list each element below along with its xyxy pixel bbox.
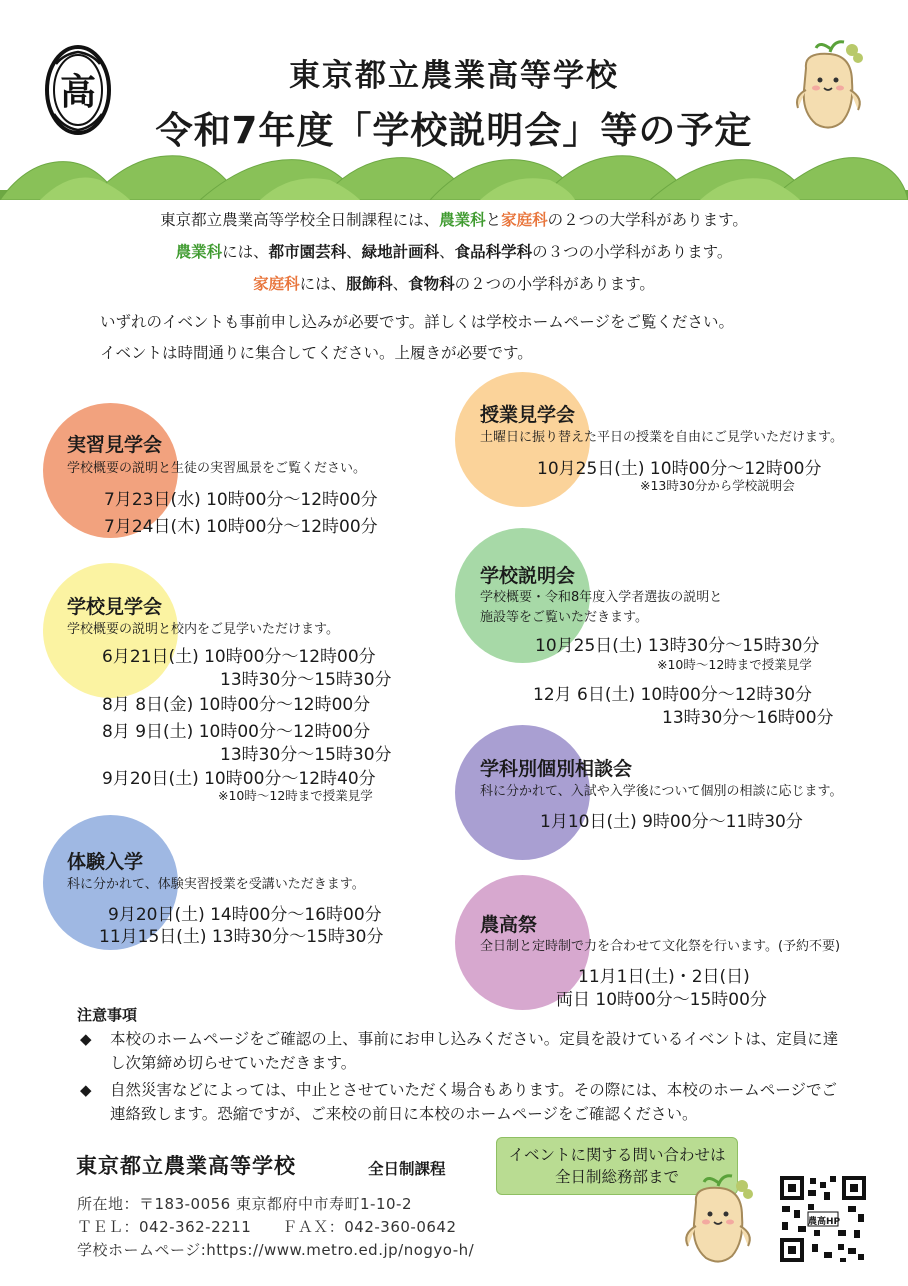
setsumei-date-2: 12月 6日(土) 10時00分～12時30分 [533,685,813,705]
sodan-date-1: 1月10日(土) 9時00分～11時30分 [540,812,803,832]
noukousai-date-2: 両日 10時00分～15時00分 [556,990,767,1010]
jugyo-note: ※13時30分から学校説明会 [640,478,795,493]
mascot-icon [790,38,868,136]
sodan-desc: 科に分かれて、入試や入学後について個別の相談に応じます。 [480,784,843,799]
setsumei-desc-2: 施設等をご覧いただきます。 [480,610,648,625]
school-name-title: 東京都立農業高等学校 [289,58,619,94]
note-item-1: ◆ 本校のホームページをご確認の上、事前にお申し込みください。定員を設けているイベントは、定員に達し次第締め切らせていただきます。 [80,1027,850,1075]
footer-address: 所在地：〒183-0056 東京都府中市寿町1-10-2 [77,1195,412,1213]
gakko-kengaku-date-4: 9月20日(土) 10時00分～12時40分 [102,769,376,789]
setsumei-note: ※10時～12時まで授業見学 [657,657,812,672]
footer-school-name: 東京都立農業高等学校 [76,1154,296,1178]
gakko-kengaku-date-3: 8月 9日(土) 10時00分～12時00分 [102,722,371,742]
note-item-2: ◆ 自然災害などによっては、中止とさせていただく場合もあります。その際には、本校のホームページでご連絡致します。恐縮ですが、ご来校の前日に本校のホームページをご確認ください。 [80,1078,850,1126]
intro-line-4: いずれのイベントも事前申し込みが必要です。詳しくは学校ホームページをご覧ください。 [100,313,734,331]
setsumei-desc-1: 学校概要・令和8年度入学者選抜の説明と [480,590,723,605]
gakko-kengaku-note: ※10時～12時まで授業見学 [218,788,373,803]
jugyo-title: 授業見学会 [480,404,576,426]
setsumei-time-2b: 13時30分～16時00分 [662,708,834,728]
footer-homepage-link[interactable]: 学校ホームページ:https://www.metro.ed.jp/nogyo-h/ [77,1241,475,1259]
jugyo-date-1: 10月25日(土) 10時00分～12時00分 [537,459,822,479]
footer-tel-fax: ＴＥＬ：042-362-2211 ＦＡＸ：042-360-0642 [77,1218,457,1236]
gakko-kengaku-date-2: 8月 8日(金) 10時00分～12時00分 [102,695,371,715]
svg-text:高: 高 [59,71,97,113]
taiken-desc: 科に分かれて、体験実習授業を受講いただきます。 [67,877,365,892]
taiken-date-1: 9月20日(土) 14時00分～16時00分 [108,905,382,925]
intro-line-2: 農業科には、都市園芸科、緑地計画科、食品科学科の３つの小学科があります。 [175,243,733,261]
intro-line-1: 東京都立農業高等学校全日制課程には、農業科と家庭科の２つの大学科があります。 [160,211,748,229]
gakko-kengaku-time-3b: 13時30分～15時30分 [220,745,392,765]
jisshu-title: 実習見学会 [67,434,163,456]
gakko-kengaku-desc: 学校概要の説明と校内をご見学いただけます。 [67,622,339,637]
taiken-title: 体験入学 [67,851,144,873]
gakko-kengaku-date-1: 6月21日(土) 10時00分～12時00分 [102,647,376,667]
footer-course: 全日制課程 [368,1160,446,1178]
setsumei-date-1: 10月25日(土) 13時30分～15時30分 [535,636,820,656]
jisshu-desc: 学校概要の説明と生徒の実習風景をご覧ください。 [67,461,367,476]
notes-heading: 注意事項 [77,1006,138,1024]
hills-decoration [0,150,908,200]
contact-box: イベントに関する問い合わせは 全日制総務部まで [496,1137,738,1195]
noukousai-title: 農高祭 [480,914,538,936]
qr-label: 農高HP [808,1217,841,1227]
page-title: 令和7年度「学校説明会」等の予定 [155,109,753,152]
noukousai-desc: 全日制と定時制で力を合わせて文化祭を行います。(予約不要) [480,939,841,954]
intro-line-3: 家庭科には、服飾科、食物科の２つの小学科があります。 [253,275,655,293]
setsumei-title: 学校説明会 [480,565,576,587]
gakko-kengaku-title: 学校見学会 [67,596,163,618]
jugyo-desc: 土曜日に振り替えた平日の授業を自由にご見学いただけます。 [480,430,843,445]
jisshu-date-1: 7月23日(水) 10時00分～12時00分 [104,490,378,510]
intro-line-5: イベントは時間通りに集合してください。上履きが必要です。 [100,344,533,362]
diamond-bullet-icon: ◆ [80,1081,92,1099]
diamond-bullet-icon: ◆ [80,1030,92,1048]
jisshu-date-2: 7月24日(木) 10時00分～12時00分 [104,517,378,537]
taiken-date-2: 11月15日(土) 13時30分～15時30分 [99,927,384,947]
gakko-kengaku-time-1b: 13時30分～15時30分 [220,670,392,690]
sodan-title: 学科別個別相談会 [480,758,633,780]
mascot-icon [678,1172,758,1270]
noukousai-date-1: 11月1日(土)・2日(日) [578,967,750,987]
